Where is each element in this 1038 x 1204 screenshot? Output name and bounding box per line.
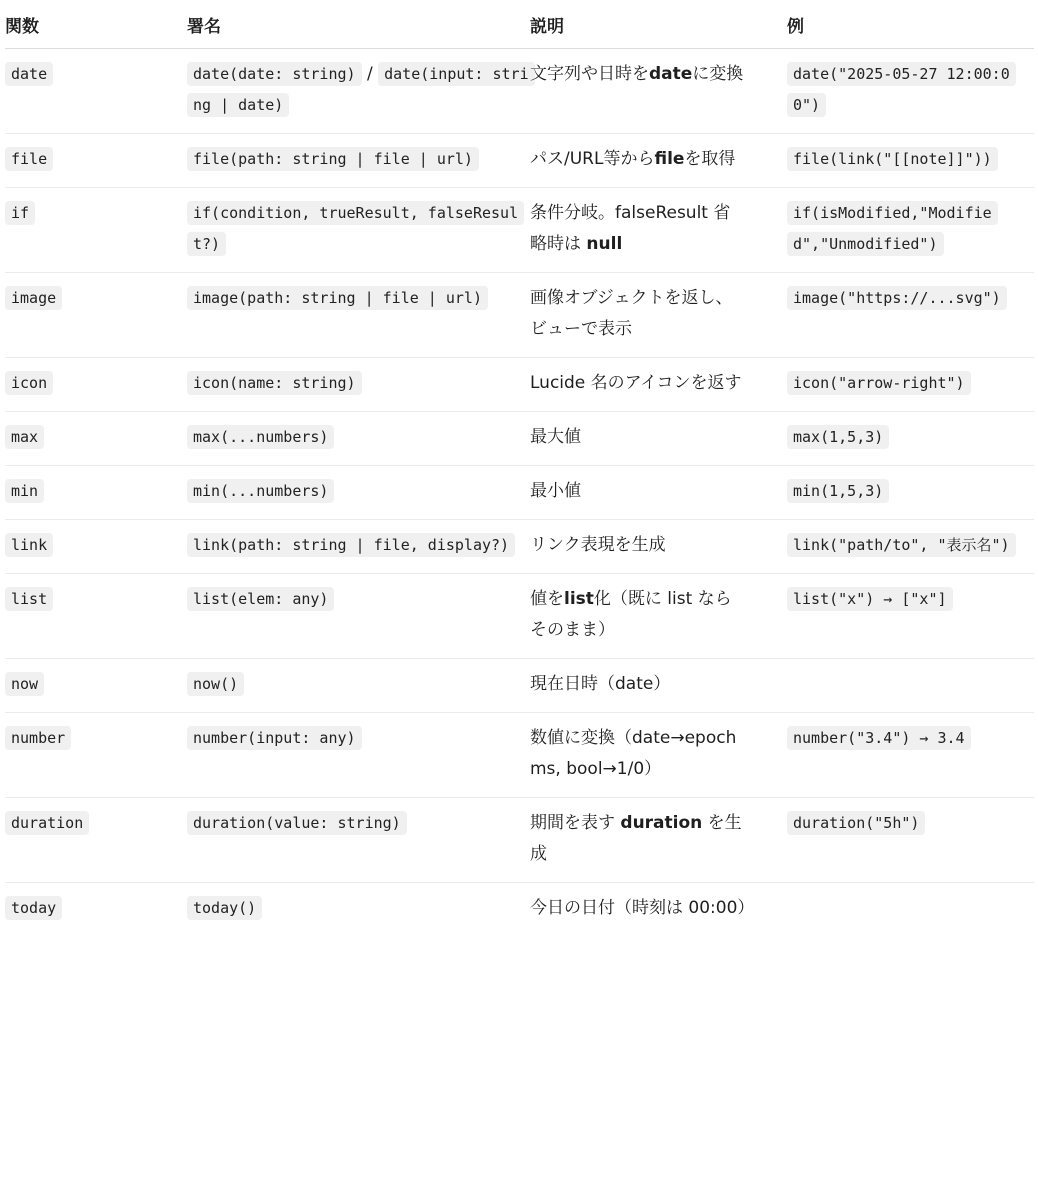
description-text: 最大値	[530, 427, 581, 447]
table-row	[5, 134, 1034, 188]
signature-cell	[187, 659, 530, 713]
function-cell	[5, 574, 187, 659]
signature-cell	[187, 798, 530, 883]
header-signature: 署名	[187, 0, 530, 49]
example-cell	[787, 466, 1034, 520]
description-text: Lucide 名のアイコンを返す	[530, 373, 742, 393]
description-text: に変換	[692, 64, 744, 84]
description-bold: file	[654, 149, 685, 169]
function-cell	[5, 466, 187, 520]
description-text: を生成	[530, 813, 742, 864]
function-name: now	[5, 672, 44, 696]
description-cell	[530, 520, 787, 574]
example-cell	[787, 883, 1034, 937]
example-cell	[787, 659, 1034, 713]
signature-separator: /	[361, 64, 379, 84]
example: max(1,5,3)	[787, 425, 889, 449]
signature-cell	[187, 412, 530, 466]
function-cell	[5, 358, 187, 412]
signature-cell	[187, 49, 530, 134]
signature-cell	[187, 358, 530, 412]
example: duration("5h")	[787, 811, 925, 835]
signature: if(condition, trueResult, falseResult?)	[187, 201, 524, 256]
description-text: 値を	[530, 589, 564, 609]
description-text: 条件分岐。falseResult 省略時は	[530, 203, 731, 254]
signature-cell	[187, 188, 530, 273]
description-text: を取得	[684, 149, 736, 169]
signature: max(...numbers)	[187, 425, 334, 449]
signature: number(input: any)	[187, 726, 362, 750]
description-cell	[530, 358, 787, 412]
example-cell	[787, 188, 1034, 273]
functions-table	[5, 0, 1034, 936]
description-bold: duration	[620, 813, 703, 833]
description-cell	[530, 466, 787, 520]
description-cell	[530, 412, 787, 466]
example-cell	[787, 134, 1034, 188]
signature-cell	[187, 520, 530, 574]
description-text: 期間を表す	[530, 813, 621, 833]
table-row	[5, 466, 1034, 520]
table-header-row	[5, 0, 1034, 49]
example: date("2025-05-27 12:00:00")	[787, 62, 1016, 117]
example: min(1,5,3)	[787, 479, 889, 503]
description-text: 現在日時（date）	[530, 674, 671, 694]
example-cell	[787, 520, 1034, 574]
function-cell	[5, 412, 187, 466]
description-bold: date	[649, 64, 693, 84]
table-row	[5, 520, 1034, 574]
signature-cell	[187, 273, 530, 358]
header-example: 例	[787, 0, 1034, 49]
table-row	[5, 49, 1034, 134]
example-cell	[787, 713, 1034, 798]
example-cell	[787, 412, 1034, 466]
function-cell	[5, 134, 187, 188]
example: file(link("[[note]]"))	[787, 147, 998, 171]
function-name: list	[5, 587, 53, 611]
function-name: if	[5, 201, 35, 225]
signature-cell	[187, 466, 530, 520]
description-text: 数値に変換（date→epoch ms, bool→1/0）	[530, 728, 737, 779]
example-cell	[787, 798, 1034, 883]
signature: date(input: string | date)	[187, 62, 535, 117]
signature: min(...numbers)	[187, 479, 334, 503]
function-name: duration	[5, 811, 89, 835]
function-cell	[5, 520, 187, 574]
signature-cell	[187, 883, 530, 937]
description-cell	[530, 574, 787, 659]
description-cell	[530, 883, 787, 937]
signature-cell	[187, 134, 530, 188]
description-cell	[530, 188, 787, 273]
signature: link(path: string | file, display?)	[187, 533, 515, 557]
example-cell	[787, 273, 1034, 358]
description-text: リンク表現を生成	[530, 535, 666, 555]
description-text: 今日の日付（時刻は 00:00）	[530, 898, 755, 918]
description-text: 化（既に list ならそのまま）	[530, 589, 732, 640]
signature: file(path: string | file | url)	[187, 147, 479, 171]
description-text: 最小値	[530, 481, 581, 501]
header-description: 説明	[530, 0, 787, 49]
table-row	[5, 273, 1034, 358]
example-cell	[787, 49, 1034, 134]
function-cell	[5, 659, 187, 713]
description-text: パス/URL等から	[530, 149, 655, 169]
signature-cell	[187, 574, 530, 659]
example-cell	[787, 358, 1034, 412]
example: list("x") → ["x"]	[787, 587, 953, 611]
description-cell	[530, 798, 787, 883]
description-text: 文字列や日時を	[530, 64, 649, 84]
signature: date(date: string)	[187, 62, 362, 86]
table-row	[5, 883, 1034, 937]
description-text: 画像オブジェクトを返し、ビューで表示	[530, 288, 733, 339]
description-bold: list	[564, 589, 594, 609]
description-cell	[530, 713, 787, 798]
table-row	[5, 188, 1034, 273]
signature: now()	[187, 672, 244, 696]
signature: duration(value: string)	[187, 811, 407, 835]
signature: today()	[187, 896, 262, 920]
example: link("path/to", "表示名")	[787, 533, 1016, 557]
description-cell	[530, 659, 787, 713]
example: icon("arrow-right")	[787, 371, 971, 395]
function-name: today	[5, 896, 62, 920]
function-cell	[5, 883, 187, 937]
function-cell	[5, 273, 187, 358]
table-row	[5, 412, 1034, 466]
description-cell	[530, 134, 787, 188]
description-cell	[530, 273, 787, 358]
function-cell	[5, 713, 187, 798]
function-name: link	[5, 533, 53, 557]
table-row	[5, 713, 1034, 798]
header-function: 関数	[5, 0, 187, 49]
example: image("https://...svg")	[787, 286, 1007, 310]
function-cell	[5, 798, 187, 883]
function-cell	[5, 188, 187, 273]
table-row	[5, 798, 1034, 883]
signature-cell	[187, 713, 530, 798]
example: if(isModified,"Modified","Unmodified")	[787, 201, 998, 256]
table-row	[5, 574, 1034, 659]
signature: image(path: string | file | url)	[187, 286, 488, 310]
table-row	[5, 659, 1034, 713]
function-name: max	[5, 425, 44, 449]
function-name: min	[5, 479, 44, 503]
table-row	[5, 358, 1034, 412]
description-bold: null	[586, 234, 623, 254]
description-cell	[530, 49, 787, 134]
signature: list(elem: any)	[187, 587, 334, 611]
function-name: file	[5, 147, 53, 171]
function-name: image	[5, 286, 62, 310]
signature: icon(name: string)	[187, 371, 362, 395]
function-name: icon	[5, 371, 53, 395]
example-cell	[787, 574, 1034, 659]
function-name: date	[5, 62, 53, 86]
function-cell	[5, 49, 187, 134]
example: number("3.4") → 3.4	[787, 726, 971, 750]
function-name: number	[5, 726, 71, 750]
